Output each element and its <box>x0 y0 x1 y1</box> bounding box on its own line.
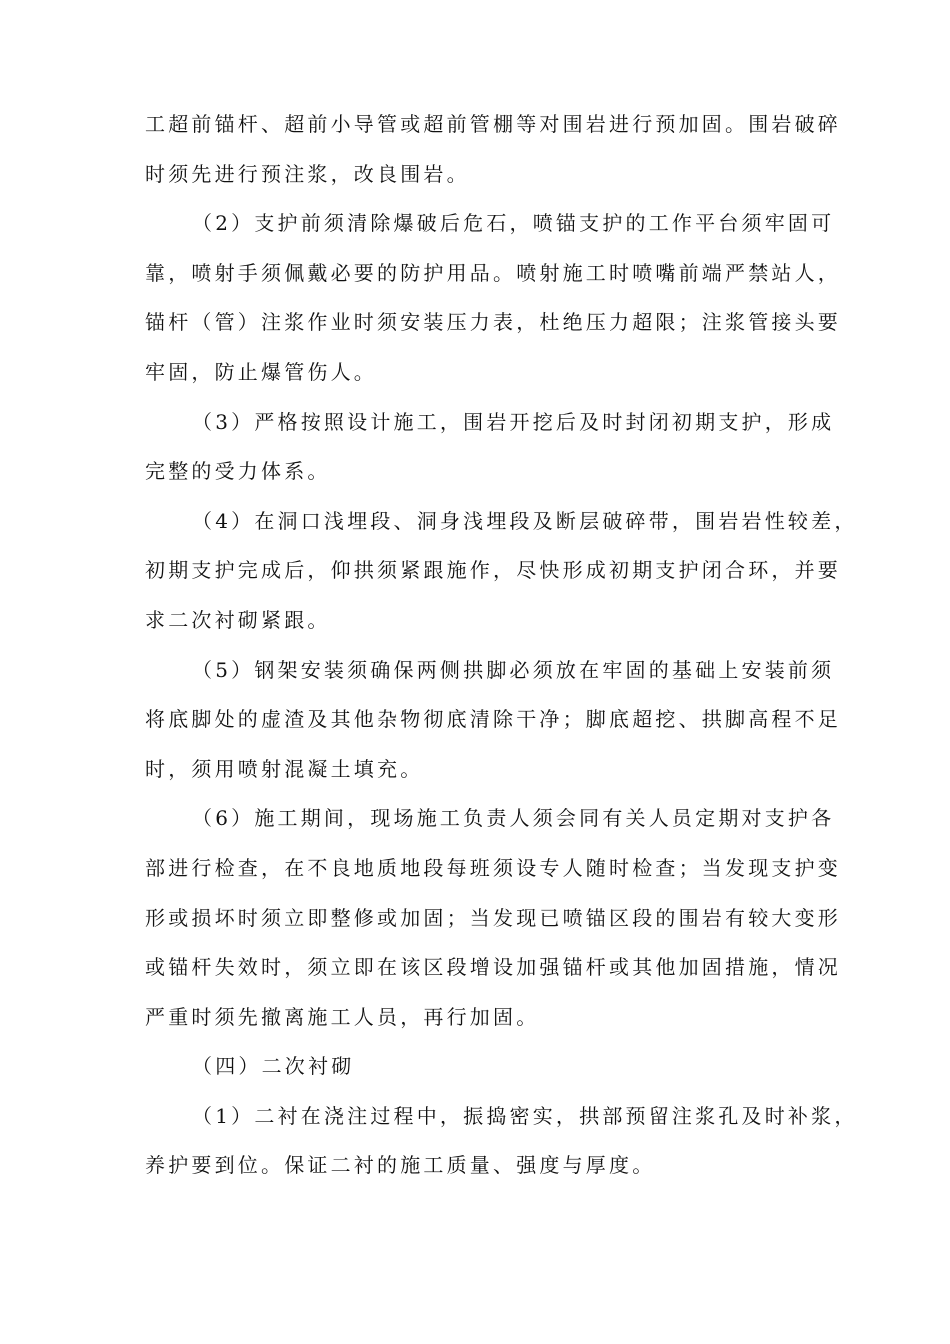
paragraph-start-line: （6）施工期间，现场施工负责人须会同有关人员定期对支护各 <box>192 806 835 831</box>
paragraph-start-line: （4）在洞口浅埋段、洞身浅埋段及断层破碎带，围岩岩性较差， <box>192 508 858 533</box>
document-body <box>145 100 858 1191</box>
text-line: 工超前锚杆、超前小导管或超前管棚等对围岩进行预加固。围岩破碎 <box>145 112 841 136</box>
section-heading: （四）二次衬砌 <box>192 1054 355 1079</box>
text-line: 形或损坏时须立即整修或加固；当发现已喷锚区段的围岩有较大变形 <box>145 905 841 930</box>
text-line: 时须先进行预注浆，改良围岩。 <box>145 161 470 186</box>
text-line: 锚杆（管）注浆作业时须安装压力表，杜绝压力超限；注浆管接头要 <box>145 310 841 335</box>
text-line: 初期支护完成后，仰拱须紧跟施作，尽快形成初期支护闭合环，并要 <box>145 558 841 583</box>
text-line: 严重时须先撤离施工人员，再行加固。 <box>145 1004 540 1029</box>
text-line: 完整的受力体系。 <box>145 459 331 484</box>
paragraph-start-line: （2）支护前须清除爆破后危石，喷锚支护的工作平台须牢固可 <box>192 211 835 236</box>
text-line: 养护要到位。保证二衬的施工质量、强度与厚度。 <box>145 1153 656 1178</box>
text-line: 部进行检查，在不良地质地段每班须设专人随时检查；当发现支护变 <box>145 855 841 880</box>
text-line: 将底脚处的虚渣及其他杂物彻底清除干净；脚底超挖、拱脚高程不足 <box>145 707 841 732</box>
text-line: 牢固，防止爆管伤人。 <box>145 359 377 384</box>
paragraph-start-line: （5）钢架安装须确保两侧拱脚必须放在牢固的基础上安装前须 <box>192 657 835 682</box>
paragraph-start-line: （1）二衬在浇注过程中，振捣密实，拱部预留注浆孔及时补浆， <box>192 1103 858 1128</box>
text-line: 时，须用喷射混凝土填充。 <box>145 756 424 781</box>
paragraph-start-line: （3）严格按照设计施工，围岩开挖后及时封闭初期支护，形成 <box>192 409 835 434</box>
text-line: 求二次衬砌紧跟。 <box>145 607 331 632</box>
text-line: 或锚杆失效时，须立即在该区段增设加强锚杆或其他加固措施，情况 <box>145 955 841 980</box>
text-line: 靠，喷射手须佩戴必要的防护用品。喷射施工时喷嘴前端严禁站人， <box>145 260 841 285</box>
